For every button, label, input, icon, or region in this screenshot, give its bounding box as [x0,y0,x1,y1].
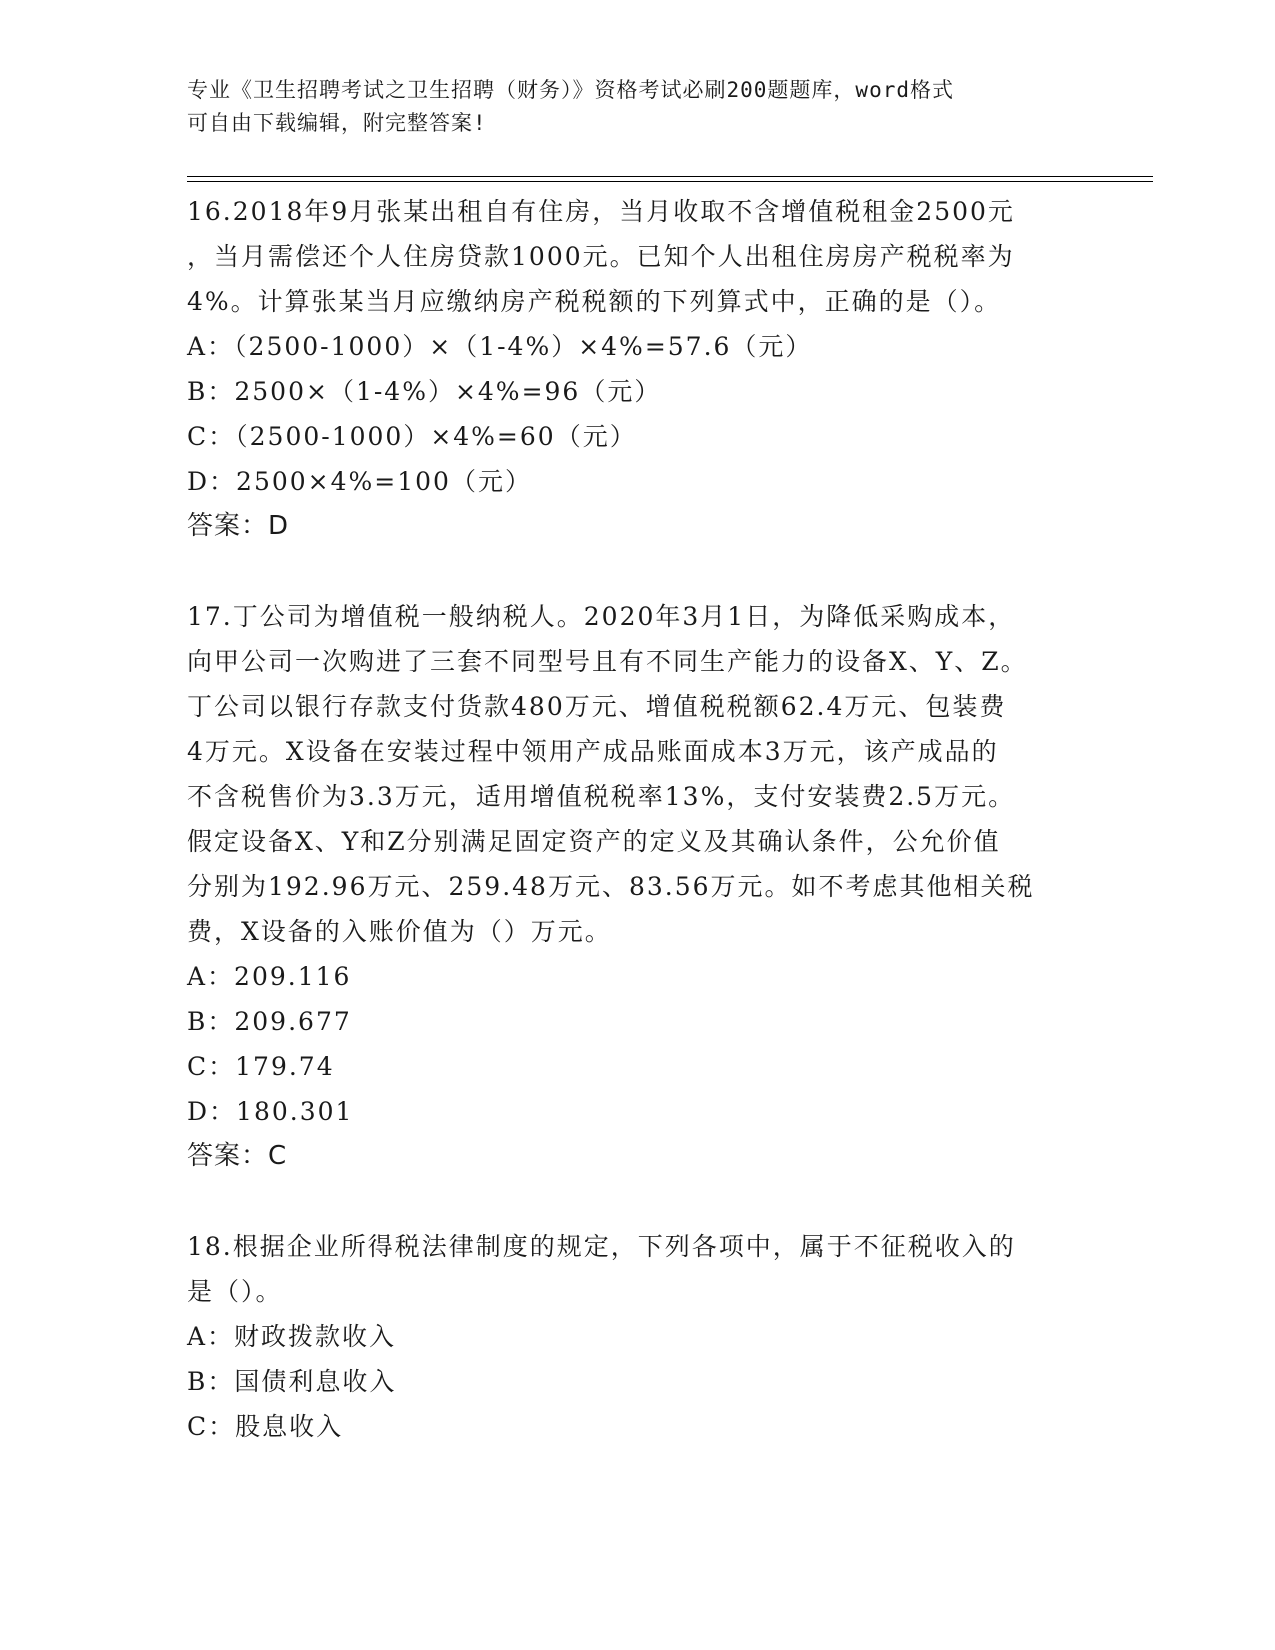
question-text: 是（）。 [187,1277,283,1306]
question-text: 18.根据企业所得税法律制度的规定，下列各项中，属于不征税收入的 [187,1232,1016,1261]
option-b: B：国债利息收入 [187,1367,397,1396]
header-line: 可自由下载编辑，附完整答案! [187,111,487,135]
question-text: 费，X设备的入账价值为（）万元。 [187,917,612,946]
question-text: 不含税售价为3.3万元，适用增值税税率13%，支付安装费2.5万元。 [187,782,1016,811]
question-text: 向甲公司一次购进了三套不同型号且有不同生产能力的设备X、Y、Z。 [187,647,1028,676]
answer: 答案：C [187,1141,288,1171]
question-list [187,189,1067,1449]
header-line: 专业《卫生招聘考试之卫生招聘（财务）》资格考试必刷200题题库，word格式 [187,78,954,102]
option-d: D：180.301 [187,1097,354,1126]
option-d: D：2500×4%=100（元） [187,467,532,496]
option-a: A：财政拨款收入 [187,1322,397,1351]
option-c: C：179.74 [187,1052,335,1081]
question-16 [187,189,1067,549]
question-text: 16.2018年9月张某出租自有住房，当月收取不含增值税租金2500元 [187,197,1015,226]
question-17 [187,594,1067,1179]
question-text: ，当月需偿还个人住房贷款1000元。已知个人出租住房房产税税率为 [187,242,1015,271]
question-text: 分别为192.96万元、259.48万元、83.56万元。如不考虑其他相关税 [187,872,1035,901]
header-divider [187,181,1153,182]
question-text: 17.丁公司为增值税一般纳税人。2020年3月1日，为降低采购成本， [187,602,1016,631]
question-text: 丁公司以银行存款支付货款480万元、增值税税额62.4万元、包装费 [187,692,1007,721]
option-a: A：209.116 [187,962,352,991]
option-a: A：（2500-1000）×（1-4%）×4%=57.6（元） [187,332,813,361]
question-text: 假定设备X、Y和Z分别满足固定资产的定义及其确认条件，公允价值 [187,827,1001,856]
option-c: C：股息收入 [187,1412,344,1441]
option-b: B：209.677 [187,1007,352,1036]
option-c: C：（2500-1000）×4%=60（元） [187,422,637,451]
option-b: B：2500×（1-4%）×4%=96（元） [187,377,662,406]
header-divider [187,176,1153,177]
question-text: 4%。计算张某当月应缴纳房产税税额的下列算式中，正确的是（）。 [187,287,1002,316]
document-header [187,74,1067,140]
question-18 [187,1224,1067,1449]
answer: 答案：D [187,511,290,541]
question-text: 4万元。X设备在安装过程中领用产成品账面成本3万元，该产成品的 [187,737,999,766]
